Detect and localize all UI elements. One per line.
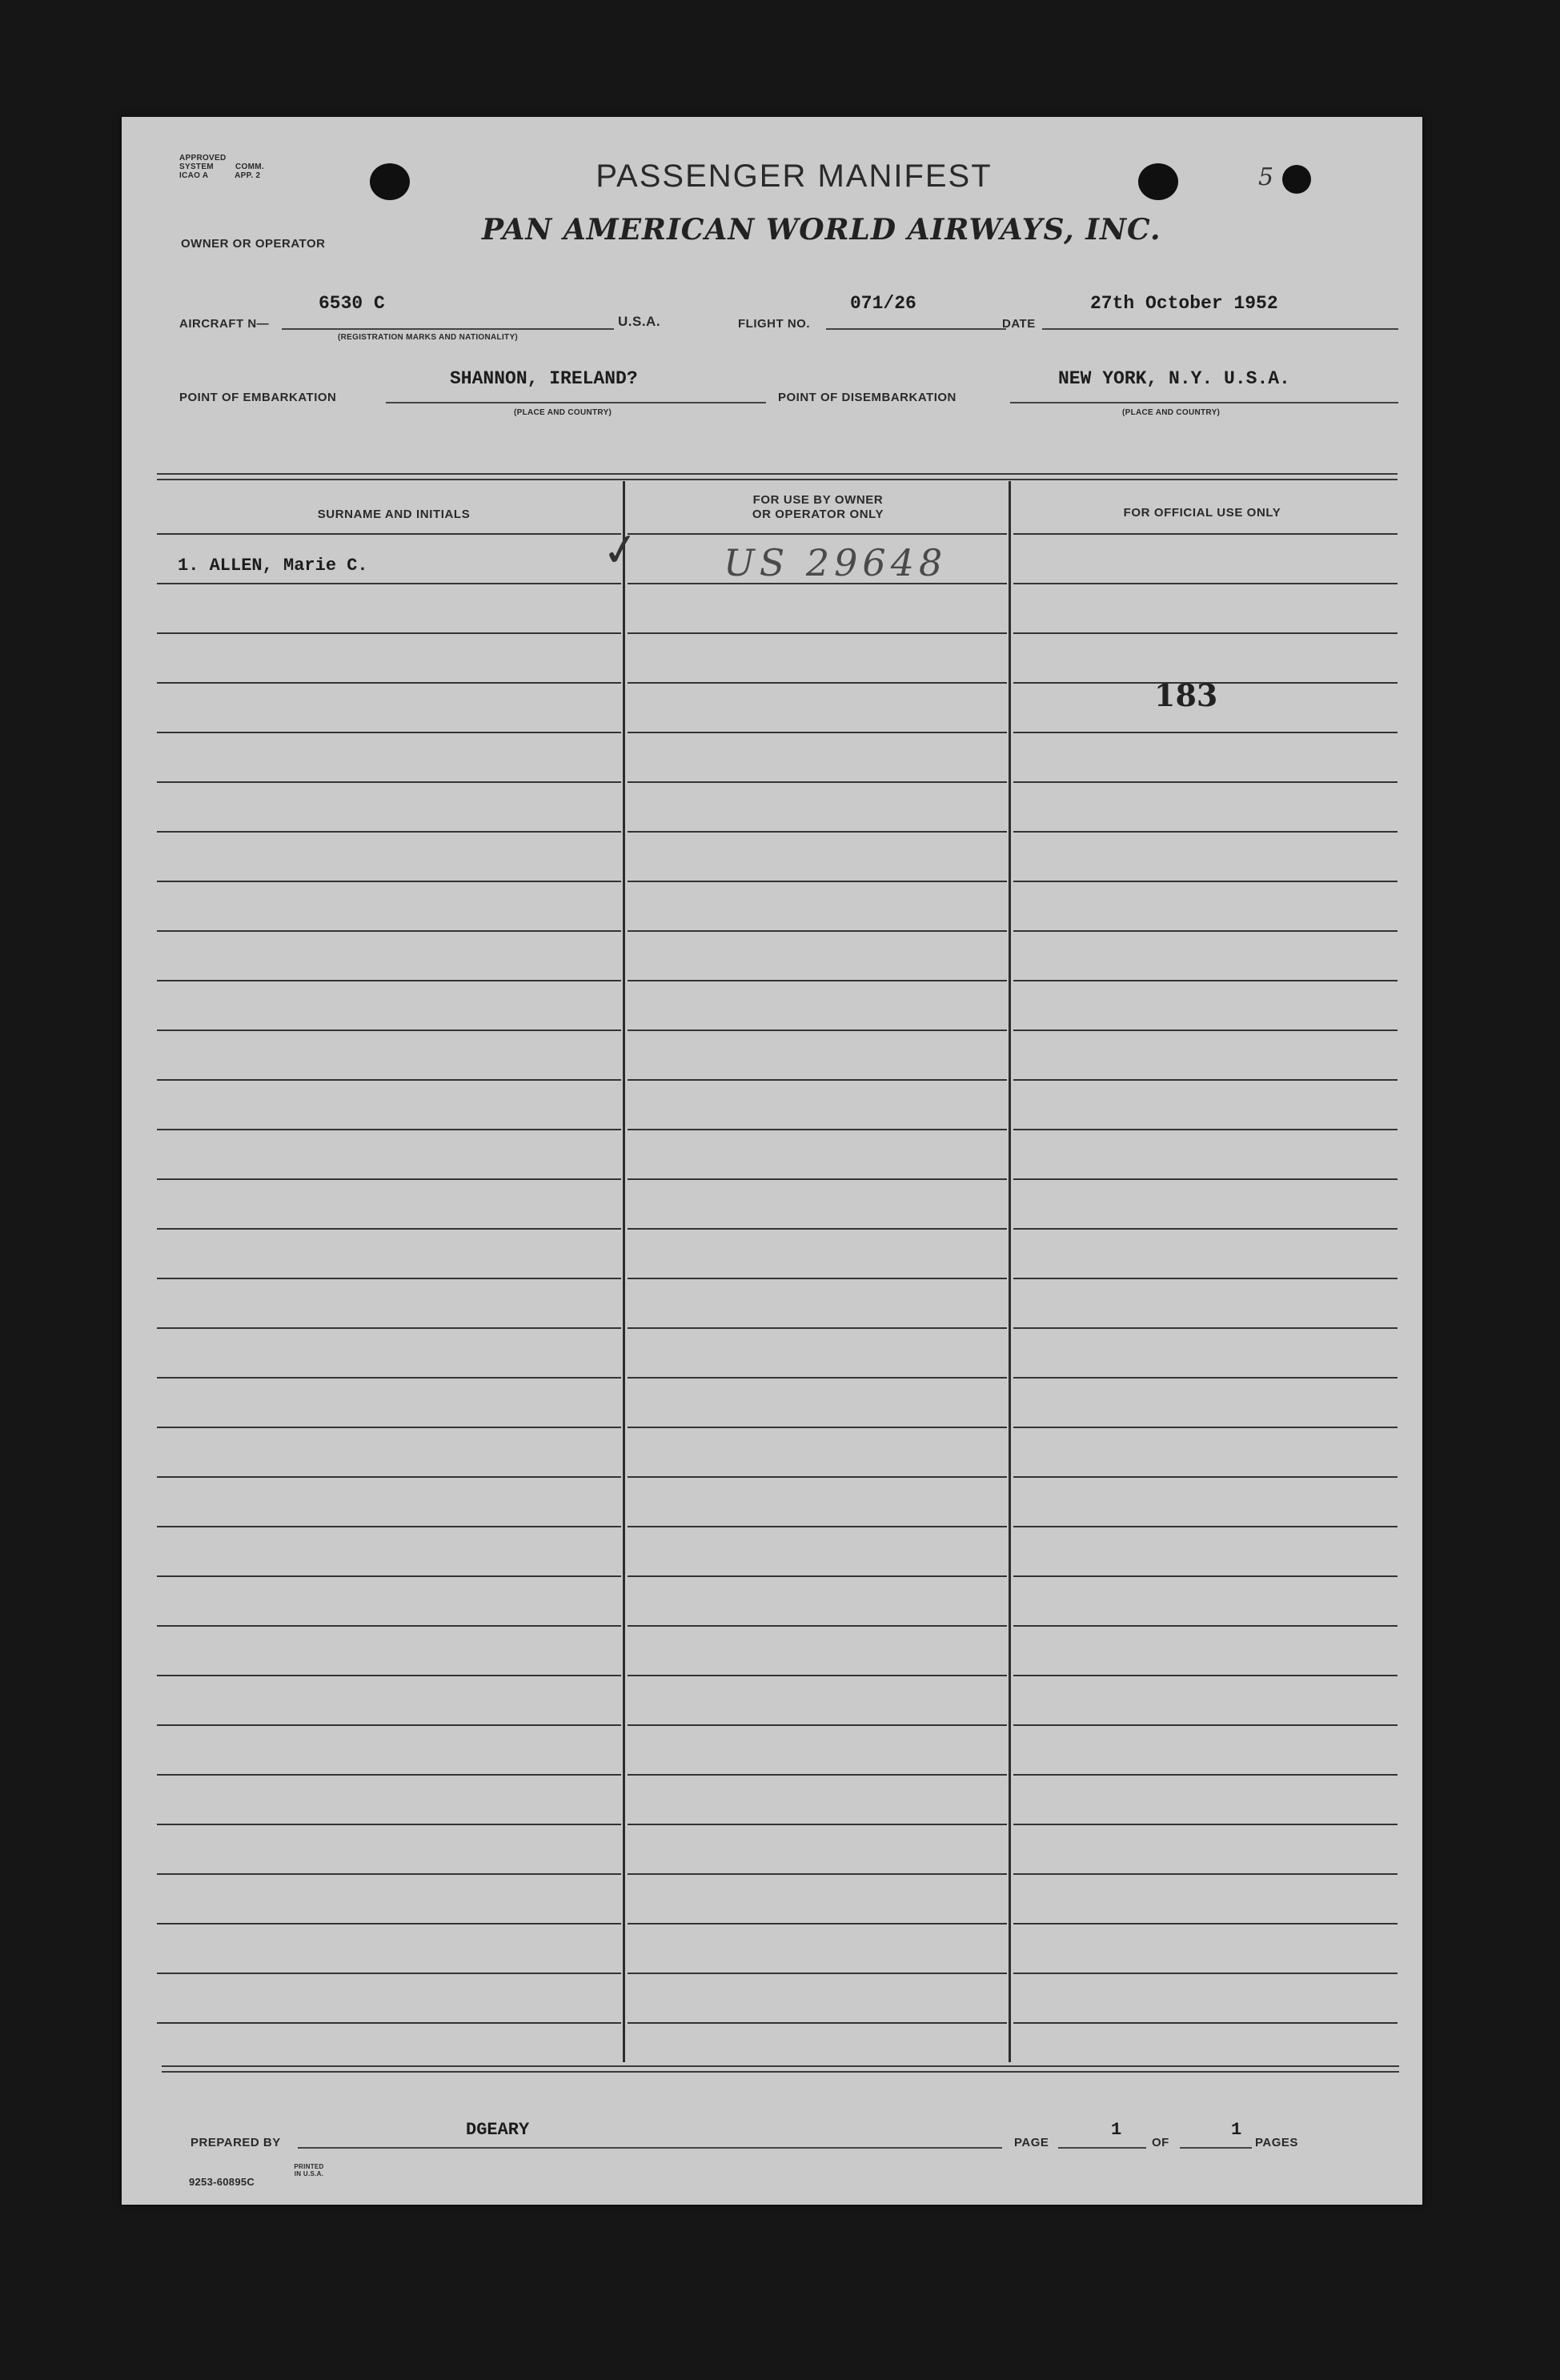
column-divider (1009, 481, 1011, 2062)
aircraft-label: AIRCRAFT N— (179, 317, 270, 331)
aircraft-underline (282, 328, 614, 330)
page-title: PASSENGER MANIFEST (596, 159, 993, 194)
row-line (157, 1079, 621, 1081)
date-label: DATE (1002, 317, 1036, 331)
official-number: 183 (1154, 677, 1218, 713)
row-line (157, 1228, 621, 1230)
row-line (628, 682, 1007, 684)
manifest-sheet (122, 117, 1422, 2205)
passenger-name: 1. ALLEN, Marie C. (178, 556, 368, 576)
row-line (157, 881, 621, 882)
row-line (157, 1724, 621, 1726)
row-line (157, 1873, 621, 1875)
row-line (157, 682, 621, 684)
row-line (157, 781, 621, 783)
row-line (157, 2022, 621, 2024)
row-line (1013, 881, 1398, 882)
registration-caption: (REGISTRATION MARKS AND NATIONALITY) (338, 333, 519, 342)
operator-name: PAN AMERICAN WORLD AIRWAYS, INC. (482, 213, 1161, 247)
owner-label: OWNER OR OPERATOR (181, 237, 326, 251)
row-line (1013, 1327, 1398, 1329)
punch-hole-corner (1282, 165, 1311, 194)
page-value: 1 (1111, 2120, 1122, 2140)
page-label: PAGE (1014, 2136, 1049, 2149)
row-line (1013, 1129, 1398, 1130)
row-line (628, 1526, 1007, 1527)
row-line (628, 881, 1007, 882)
row-line (628, 1079, 1007, 1081)
row-line (157, 1278, 621, 1279)
row-line (1013, 583, 1398, 584)
row-line (628, 1575, 1007, 1577)
row-line (628, 1923, 1007, 1924)
row-line (157, 1973, 621, 1974)
table-top-rule (157, 479, 1398, 480)
row-line (1013, 1278, 1398, 1279)
row-line (628, 1824, 1007, 1825)
row-line (628, 1774, 1007, 1776)
row-line (628, 533, 1007, 535)
row-line (157, 533, 621, 535)
row-line (157, 1923, 621, 1924)
embarkation-value: SHANNON, IRELAND? (450, 368, 638, 389)
row-line (1013, 781, 1398, 783)
prepared-by-value: DGEARY (466, 2120, 530, 2140)
flight-no-label: FLIGHT NO. (738, 317, 810, 331)
row-line (1013, 1476, 1398, 1478)
row-line (1013, 1774, 1398, 1776)
table-bottom-rule (162, 2065, 1399, 2067)
row-line (157, 1377, 621, 1379)
pages-label: PAGES (1255, 2136, 1298, 2149)
prepared-by-underline (298, 2147, 1002, 2149)
operator-note: US 29648 (724, 541, 948, 584)
row-line (1013, 980, 1398, 981)
of-label: OF (1152, 2136, 1169, 2149)
flight-no-underline (826, 328, 1006, 330)
row-line (628, 781, 1007, 783)
column-divider (623, 481, 625, 2062)
row-line (1013, 1873, 1398, 1875)
row-line (1013, 1228, 1398, 1230)
row-line (157, 1575, 621, 1577)
row-line (157, 980, 621, 981)
row-line (628, 1327, 1007, 1329)
embarkation-caption: (PLACE AND COUNTRY) (514, 408, 612, 417)
approval-line: COMM. (235, 163, 264, 171)
row-line (157, 1129, 621, 1130)
row-line (1013, 1575, 1398, 1577)
aircraft-value: 6530 C (319, 293, 385, 314)
embarkation-underline (386, 402, 766, 403)
row-line (1013, 1625, 1398, 1627)
row-line (628, 1973, 1007, 1974)
row-line (628, 1129, 1007, 1130)
approval-stamp (179, 154, 363, 180)
row-line (1013, 1824, 1398, 1825)
punch-hole-right (1138, 163, 1178, 200)
row-line (157, 1526, 621, 1527)
row-line (1013, 1724, 1398, 1726)
column-header-name: SURNAME AND INITIALS (317, 508, 471, 521)
row-line (1013, 1675, 1398, 1676)
disembarkation-value: NEW YORK, N.Y. U.S.A. (1058, 368, 1290, 389)
disembarkation-label: POINT OF DISEMBARKATION (778, 391, 956, 404)
row-line (628, 930, 1007, 932)
row-line (628, 1278, 1007, 1279)
row-line (1013, 1923, 1398, 1924)
row-line (157, 1625, 621, 1627)
approval-line: APPROVED (179, 154, 227, 163)
approval-line: SYSTEM (179, 163, 214, 171)
check-mark: ✓ (598, 522, 644, 577)
row-line (628, 1724, 1007, 1726)
row-line (628, 732, 1007, 733)
row-line (1013, 1973, 1398, 1974)
corner-mark: 5 (1258, 163, 1274, 191)
prepared-by-label: PREPARED BY (190, 2136, 281, 2149)
row-line (1013, 1178, 1398, 1180)
row-line (157, 1824, 621, 1825)
row-line (1013, 1526, 1398, 1527)
total-pages-underline (1180, 2147, 1252, 2149)
row-line (628, 1625, 1007, 1627)
row-line (157, 1327, 621, 1329)
row-line (1013, 1079, 1398, 1081)
approval-line: ICAO A (179, 171, 209, 180)
row-line (628, 632, 1007, 634)
row-line (1013, 2022, 1398, 2024)
row-line (628, 1377, 1007, 1379)
row-line (1013, 831, 1398, 833)
row-line (1013, 930, 1398, 932)
row-line (157, 732, 621, 733)
row-line (628, 831, 1007, 833)
total-pages-value: 1 (1231, 2120, 1242, 2140)
row-line (157, 1427, 621, 1428)
flight-no-value: 071/26 (850, 293, 916, 314)
row-line (157, 1774, 621, 1776)
row-line (1013, 1029, 1398, 1031)
row-line (1013, 632, 1398, 634)
embarkation-label: POINT OF EMBARKATION (179, 391, 337, 404)
row-line (628, 1228, 1007, 1230)
approval-line: APP. 2 (235, 171, 261, 180)
disembarkation-caption: (PLACE AND COUNTRY) (1122, 408, 1221, 417)
date-underline (1042, 328, 1398, 330)
column-header-line: OR OPERATOR ONLY (752, 508, 884, 521)
row-line (628, 1178, 1007, 1180)
row-line (628, 1427, 1007, 1428)
column-header-line: FOR USE BY OWNER (752, 493, 884, 507)
row-line (157, 930, 621, 932)
row-line (1013, 732, 1398, 733)
punch-hole-left (370, 163, 410, 200)
row-line (628, 980, 1007, 981)
row-line (157, 1178, 621, 1180)
row-line (1013, 1377, 1398, 1379)
disembarkation-underline (1010, 402, 1398, 403)
row-line (157, 1675, 621, 1676)
row-line (628, 1873, 1007, 1875)
page-underline (1058, 2147, 1146, 2149)
table-bottom-rule (162, 2071, 1399, 2073)
row-line (1013, 533, 1398, 535)
column-header-official: FOR OFFICIAL USE ONLY (1123, 506, 1281, 520)
form-number: 9253-60895C (189, 2176, 255, 2188)
row-line (157, 1029, 621, 1031)
row-line (628, 1029, 1007, 1031)
row-line (1013, 1427, 1398, 1428)
row-line (157, 1476, 621, 1478)
row-line (157, 583, 621, 584)
date-value: 27th October 1952 (1090, 293, 1278, 314)
column-header-operator (626, 493, 1010, 522)
row-line (628, 1675, 1007, 1676)
row-line (157, 632, 621, 634)
row-line (628, 2022, 1007, 2024)
printer-mark: PRINTED IN U.S.A. (294, 2163, 324, 2177)
row-line (157, 831, 621, 833)
row-line (628, 1476, 1007, 1478)
nationality-value: U.S.A. (618, 314, 661, 329)
table-top-rule (157, 473, 1398, 475)
